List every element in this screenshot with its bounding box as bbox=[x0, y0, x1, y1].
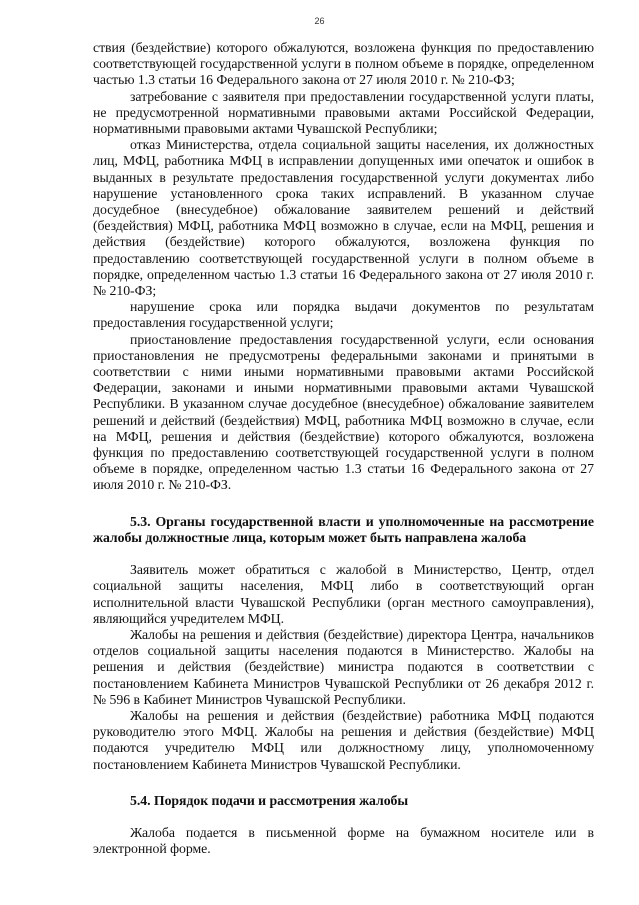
paragraph: нарушение срока или порядка выдачи документов по результатам предоставления государственной услуги; bbox=[93, 299, 594, 331]
section-spacer bbox=[93, 809, 594, 825]
section-heading-5-3: 5.3. Органы государственной власти и уполномоченные на рассмотрение жалобы должностные лица, которым может быть направлена жалоба bbox=[93, 513, 594, 545]
page-number: 26 bbox=[314, 16, 325, 26]
section-heading-5-4: 5.4. Порядок подачи и рассмотрения жалобы bbox=[130, 792, 409, 808]
paragraph: Заявитель может обратиться с жалобой в Министерство, Центр, отдел социальной защиты населения, МФЦ либо в соответствующий орган исполнительной власти Чувашской Республики (орган местного самоуправления), являющийся учредителем МФЦ. bbox=[93, 562, 594, 626]
document-body bbox=[93, 40, 594, 857]
section-spacer bbox=[93, 773, 594, 793]
section-spacer bbox=[93, 546, 594, 562]
section-spacer bbox=[93, 494, 594, 514]
paragraph: Жалобы на решения и действия (бездействие) директора Центра, начальников отделов социальной защиты населения подаются в Министерство. Жалобы на решения и действия (бездействие) министра подаются в соответствии с постановлением Кабинета Министров Чувашской Республики от 26 декабря 2012 г. № 596 в Кабинет Министров Чувашской Республики. bbox=[93, 626, 594, 707]
paragraph: затребование с заявителя при предоставлении государственной услуги платы, не предусмотренной нормативными правовыми актами Российской Федерации, нормативными правовыми актами Чувашской Республики; bbox=[93, 88, 594, 137]
paragraph: ствия (бездействие) которого обжалуются, возложена функция по предоставлению соответствующей государственной услуги в полном объеме в порядке, определенном частью 1.3 статьи 16 Федерального закона от 27 июля 2010 г. № 210-ФЗ; bbox=[93, 40, 594, 88]
paragraph: отказ Министерства, отдела социальной защиты населения, их должностных лиц, МФЦ, работника МФЦ в исправлении допущенных ими опечаток и ошибок в выданных в результате предоставления государственной услуги документах либо нарушение установленного срока таких исправлений. В указанном случае досудебное (внесудебное) обжалование заявителем решений и действий (бездействия) МФЦ, работника МФЦ возможно в случае, если на МФЦ, решения и действия (бездействие) которого обжалуются, возложена функция по предоставлению соответствующей государственной услуги в полном объеме в порядке, определенном частью 1.3 статьи 16 Федерального закона от 27 июля 2010 г. № 210-ФЗ; bbox=[93, 137, 594, 299]
paragraph: Жалобы на решения и действия (бездействие) работника МФЦ подаются руководителю этого МФЦ. Жалобы на решения и действия (бездействие) МФЦ подаются учредителю МФЦ или должностному лицу, уполномоченному постановлением Кабинета Министров Чувашской Республики. bbox=[93, 707, 594, 772]
paragraph: приостановление предоставления государственной услуги, если основания приостановления не предусмотрены федеральными законами и принятыми в соответствии с ними иными нормативными правовыми актами Российской Федерации, законами и иными нормативными правовыми актами Чувашской Республики. В указанном случае досудебное (внесудебное) обжалование заявителем решений и действий (бездействия) МФЦ, работника МФЦ возможно в случае, если на МФЦ, решения и действия (бездействие) которого обжалуются, возложена функция по предоставлению соответствующей государственной услуги в полном объеме в порядке, определенном частью 1.3 статьи 16 Федерального закона от 27 июля 2010 г. № 210-ФЗ. bbox=[93, 331, 594, 493]
paragraph: Жалоба подается в письменной форме на бумажном носителе или в электронной форме. bbox=[93, 824, 594, 857]
